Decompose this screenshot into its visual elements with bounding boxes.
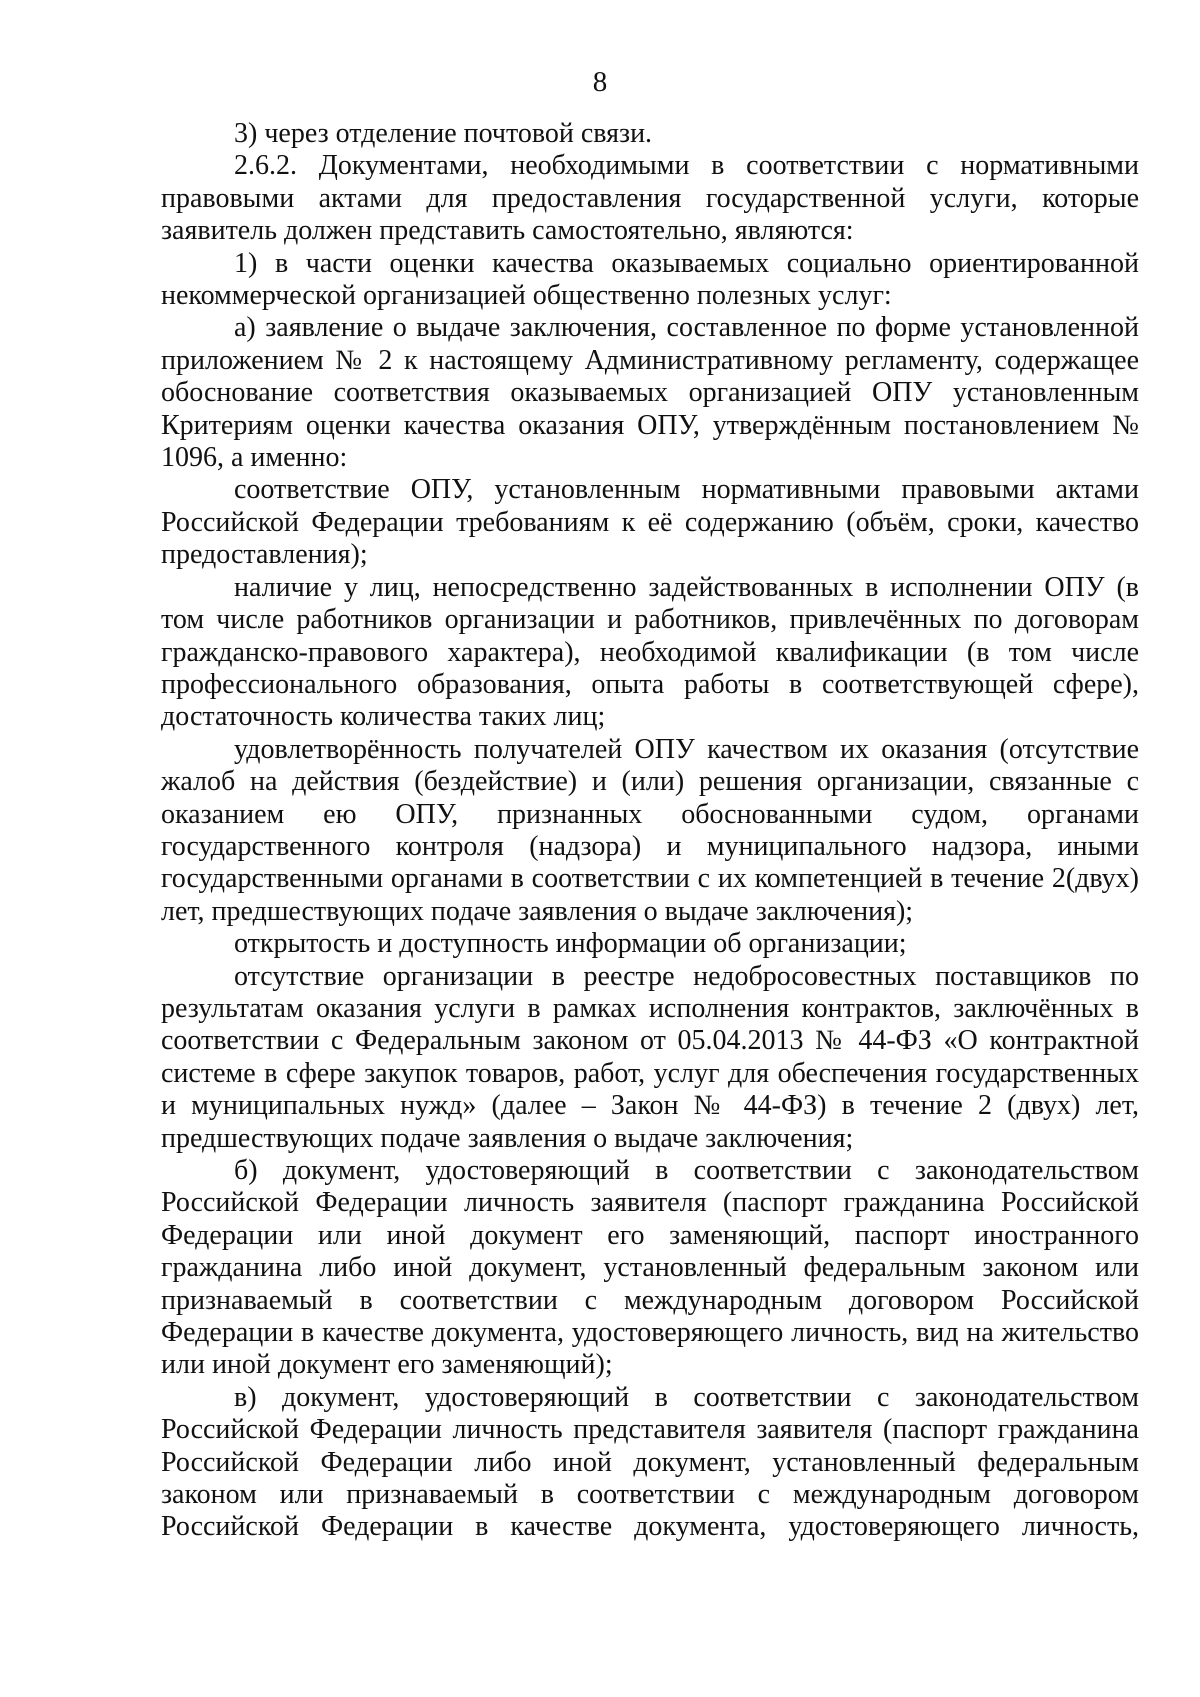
paragraph-no-registry: отсутствие организации в реестре недобросовестных поставщиков по результатам оказания услуги в рамках исполнения контрактов, заключённых в соответствии с Федеральным законом от 05.04.2013 № 44-ФЗ «О контрактной системе в сфере закупок товаров, работ, услуг для обеспечения государственных и муниципальных нужд» (далее – Закон № 44-ФЗ) в течение 2 (двух) лет, предшествующих подаче заявления о выдаче заключения; bbox=[161, 960, 1139, 1154]
paragraph-satisfaction: удовлетворённость получателей ОПУ качеством их оказания (отсутствие жалоб на действия (бездействие) и (или) решения организации, связанные с оказанием ею ОПУ, признанных обоснованными судом, органами государственного контроля (надзора) и муниципального надзора, иными государственными органами в соответствии с их компетенцией в течение 2(двух) лет, предшествующих подаче заявления о выдаче заключения); bbox=[161, 733, 1139, 927]
page-number: 8 bbox=[592, 66, 608, 98]
paragraph-item-3-postal: 3) через отделение почтовой связи. bbox=[234, 118, 653, 149]
paragraph-item-v-representative: в) документ, удостоверяющий в соответствии с законодательством Российской Федерации личность представителя заявителя (паспорт гражданина Российской Федерации либо иной документ, установленный федеральным законом или признаваемый в соответствии с международным договором Российской Федерации в качестве документа, удостоверяющего личность, bbox=[161, 1381, 1139, 1543]
paragraph-qualification: наличие у лиц, непосредственно задействованных в исполнении ОПУ (в том числе работников организации и работников, привлечённых по договорам гражданско-правового характера), необходимой квалификации (в том числе профессионального образования, опыта работы в соответствующей сфере), достаточность количества таких лиц; bbox=[161, 571, 1139, 733]
paragraph-compliance: соответствие ОПУ, установленным нормативными правовыми актами Российской Федерации требованиям к её содержанию (объём, сроки, качество предоставления); bbox=[161, 474, 1139, 571]
document-body bbox=[161, 118, 1139, 1544]
paragraph-2-6-2: 2.6.2. Документами, необходимыми в соответствии с нормативными правовыми актами для предоставления государственной услуги, которые заявитель должен представить самостоятельно, являются: bbox=[161, 150, 1139, 247]
paragraph-item-b-identity: б) документ, удостоверяющий в соответствии с законодательством Российской Федерации личность заявителя (паспорт гражданина Российской Федерации или иной документ его заменяющий, паспорт иностранного гражданина либо иной документ, установленный федеральным законом или признаваемый в соответствии с международным договором Российской Федерации в качестве документа, удостоверяющего личность, вид на жительство или иной документ его заменяющий); bbox=[161, 1155, 1139, 1381]
paragraph-openness: открытость и доступность информации об организации; bbox=[234, 928, 907, 960]
paragraph-item-1-quality: 1) в части оценки качества оказываемых социально ориентированной некоммерческой организацией общественно полезных услуг: bbox=[161, 247, 1139, 312]
paragraph-item-a-application: а) заявление о выдаче заключения, составленное по форме установленной приложением № 2 к настоящему Административному регламенту, содержащее обоснование соответствия оказываемых организацией ОПУ установленным Критериям оценки качества оказания ОПУ, утверждённым постановлением № 1096, а именно: bbox=[161, 312, 1139, 474]
